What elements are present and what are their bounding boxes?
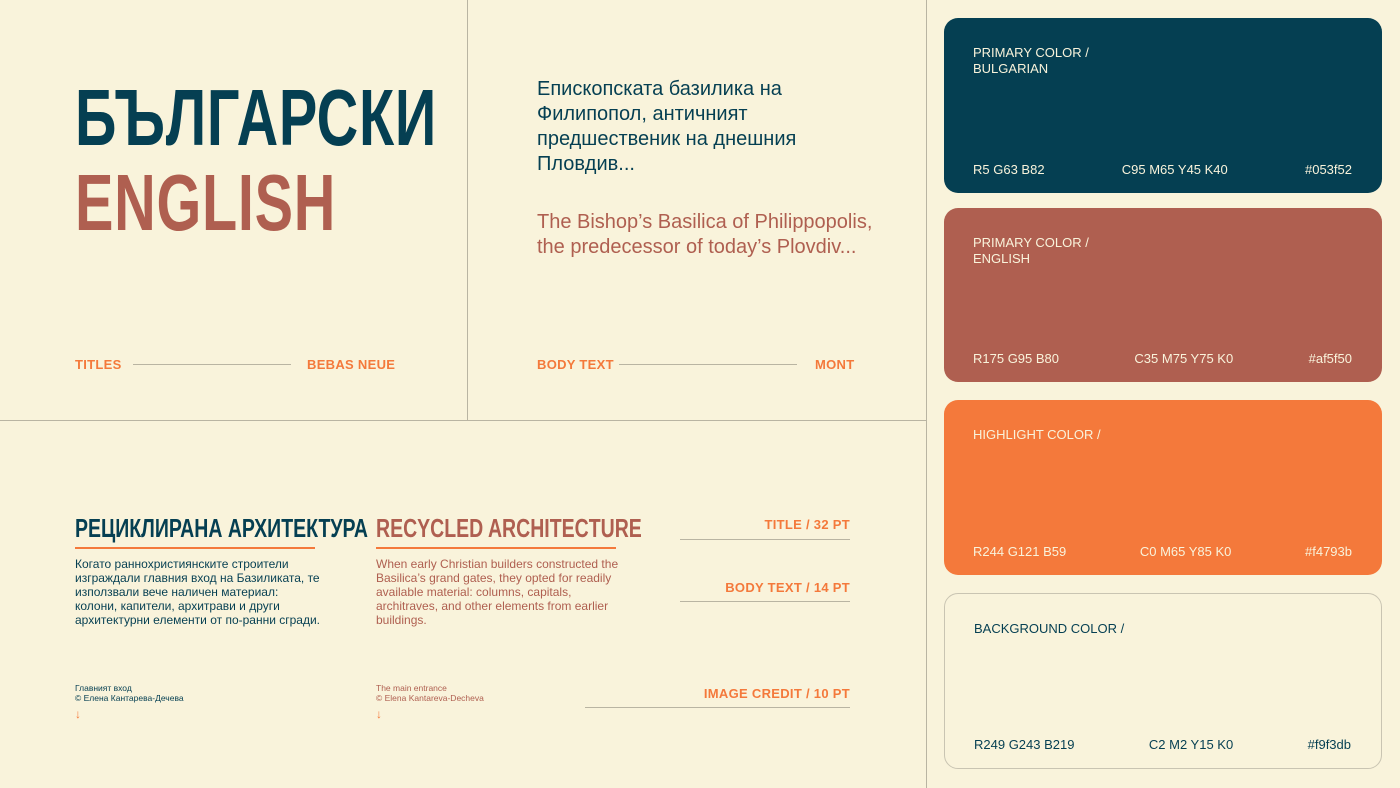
color-cmyk-value: C95 M65 Y45 K40: [1121, 162, 1228, 177]
body-label: BODY TEXT: [537, 357, 614, 372]
color-rgb-value: R244 G121 B59: [973, 544, 1067, 559]
color-card-name: BACKGROUND COLOR /: [974, 621, 1125, 636]
color-cmyk-value: C2 M2 Y15 K0: [1148, 737, 1234, 752]
title-sample-bulgarian: БЪЛГАРСКИ: [75, 73, 437, 162]
color-rgb-value: R5 G63 B82: [973, 162, 1045, 177]
color-hex-value: #af5f50: [1308, 351, 1352, 366]
sample-body-bulgarian: Когато раннохристиянските строители изграждали главния вход на Базиликата, те използвали вече наличен материал: колони, капители, архитрави и други архитектурни елементи от по-ранни сгради.: [75, 557, 321, 627]
color-hex-value: #053f52: [1304, 162, 1352, 177]
color-card-name: PRIMARY COLOR / BULGARIAN: [973, 45, 1089, 76]
title-sample-english: ENGLISH: [75, 158, 337, 247]
arrow-down-icon: ↓: [75, 707, 81, 721]
divider-horizontal: [0, 420, 926, 421]
color-rgb-value: R249 G243 B219: [974, 737, 1075, 752]
body-sample-english: The Bishop’s Basilica of Philippopolis, the predecessor of today’s Plovdiv...: [537, 211, 873, 258]
arrow-down-icon: ↓: [376, 707, 382, 721]
spec-title-rule: [680, 539, 850, 540]
image-credit-author-english: © Elena Kantareva-Decheva: [376, 693, 484, 703]
sample-rule-bulgarian: [75, 547, 315, 549]
divider-vertical-right: [926, 0, 927, 788]
color-card-primary-english: [944, 208, 1382, 382]
body-rule: [619, 364, 797, 365]
image-credit-caption-bulgarian: Главният вход: [75, 683, 132, 693]
sample-body-english: When early Christian builders constructed the Basilica’s grand gates, they opted for readily available material: columns, capitals, architraves, and other elements from earlier buildings.: [376, 557, 619, 627]
sample-rule-english: [376, 547, 616, 549]
sample-title-bulgarian: РЕЦИКЛИРАНА АРХИТЕКТУРА: [75, 513, 368, 543]
spec-credit-rule: [585, 707, 850, 708]
divider-vertical-top: [467, 0, 468, 421]
color-hex-value: #f4793b: [1305, 544, 1352, 559]
color-rgb-value: R175 G95 B80: [973, 351, 1060, 366]
spec-title-size: TITLE / 32 PT: [764, 517, 850, 532]
titles-label: TITLES: [75, 357, 122, 372]
titles-rule: [133, 364, 291, 365]
body-sample-bulgarian: Епископската базилика на Филипопол, античният предшественик на днешния Пловдив...: [537, 78, 797, 175]
color-hex-value: #f9f3db: [1307, 737, 1351, 752]
titles-font-name: BEBAS NEUE: [307, 357, 396, 372]
image-credit-author-bulgarian: © Елена Кантарева-Дечева: [75, 693, 184, 703]
color-card-primary-bulgarian: [944, 18, 1382, 193]
body-font-name: MONT: [815, 357, 855, 372]
sample-title-english: RECYCLED ARCHITECTURE: [376, 513, 642, 543]
color-cmyk-value: C35 M75 Y75 K0: [1134, 351, 1234, 366]
spec-body-rule: [680, 601, 850, 602]
spec-body-size: BODY TEXT / 14 PT: [725, 580, 850, 595]
color-card-highlight: [944, 400, 1382, 575]
color-card-name: PRIMARY COLOR / ENGLISH: [973, 235, 1089, 266]
image-credit-caption-english: The main entrance: [376, 683, 447, 693]
color-cmyk-value: C0 M65 Y85 K0: [1139, 544, 1232, 559]
color-card-name: HIGHLIGHT COLOR /: [973, 427, 1101, 442]
spec-credit-size: IMAGE CREDIT / 10 PT: [703, 686, 850, 701]
color-card-background: [944, 593, 1382, 769]
